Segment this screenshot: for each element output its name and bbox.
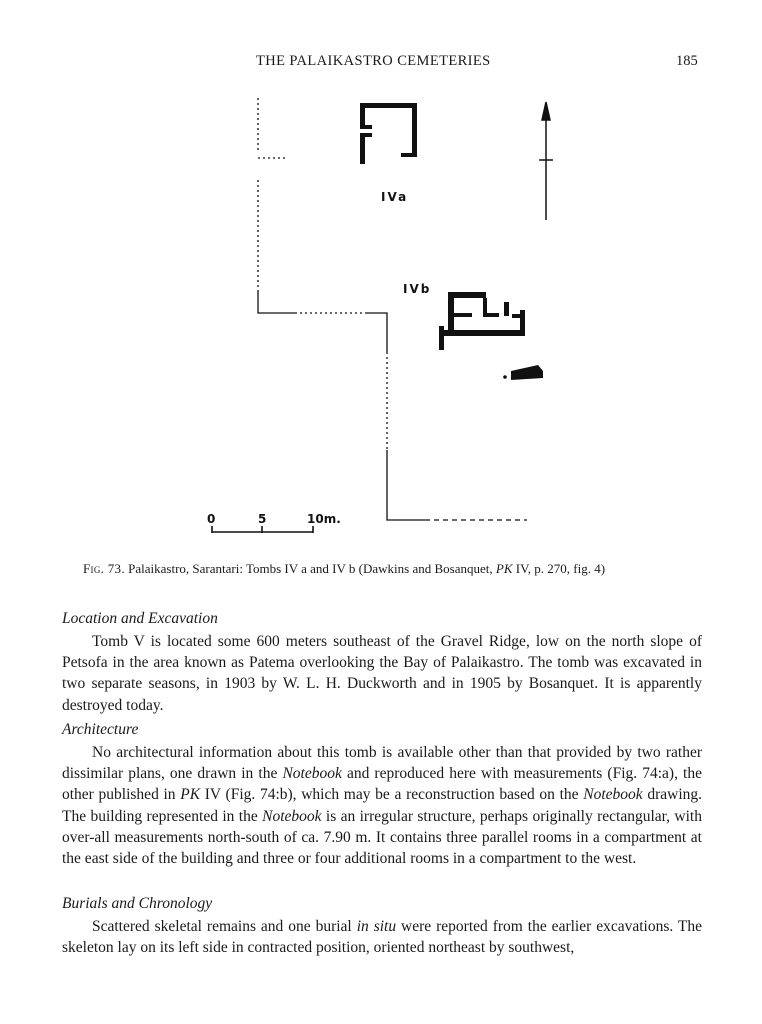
- burials-text-2: were reported from the earlier excavations. The skeleton lay on its left side in contracted position, oriented northeast by southwest,: [62, 918, 703, 957]
- north-arrow: [539, 102, 553, 220]
- burials-text-1: Scattered skeletal remains and one burial: [92, 918, 357, 935]
- boundary-right-lower: [387, 450, 425, 520]
- tomb-ivb-label: IVb: [403, 282, 432, 296]
- heading-location: Location and Excavation: [62, 610, 218, 627]
- site-plan-figure: [195, 90, 575, 550]
- section-location: [62, 631, 702, 716]
- scale-bar: [212, 526, 313, 533]
- arch-text-4: drawing. The building represented in the: [62, 786, 702, 825]
- paragraph-location: Tomb V is located some 600 meters southeast of the Gravel Ridge, low on the north slope of Petsofa in the area known as Patema overlooking the Bay of Palaikastro. The tomb was excavated in two separate seasons, in 1903 by W. L. H. Duckworth and in 1905 by Bosanquet. It is apparently destroyed today.: [62, 633, 702, 714]
- tomb-ivb-plan: [439, 292, 543, 380]
- tomb-iva-plan: [360, 103, 417, 164]
- paragraph-architecture: [62, 742, 702, 869]
- scale-label-ten: 10m.: [307, 512, 341, 526]
- section-architecture: [62, 742, 702, 869]
- burials-in-situ: in situ: [356, 918, 397, 935]
- caption-text-a: Palaikastro, Sarantari: Tombs IV a and IV b (Dawkins and Bosanquet,: [124, 561, 496, 576]
- paragraph-burials: [62, 916, 702, 958]
- figure-caption: [83, 561, 703, 577]
- page-number: 185: [676, 53, 698, 69]
- heading-architecture: Architecture: [62, 721, 139, 738]
- running-head: THE PALAIKASTRO CEMETERIES: [256, 53, 491, 69]
- arch-text-2: and reproduced here with measurements (Fig. 74:a), the other published in: [62, 765, 702, 804]
- section-burials: [62, 916, 702, 958]
- arch-notebook-3: Notebook: [262, 807, 322, 825]
- caption-text-b: IV, p. 270, fig. 4): [512, 561, 606, 576]
- heading-burials: Burials and Chronology: [62, 895, 213, 912]
- caption-pk: PK: [495, 561, 513, 576]
- arch-notebook-1: Notebook: [282, 765, 342, 783]
- scale-label-five: 5: [258, 512, 267, 526]
- arch-text-1: No architectural information about this tomb is available other than that provided by two rather dissimilar plans, one drawn in the: [62, 744, 702, 783]
- arch-text-5: is an irregular structure, perhaps originally rectangular, with over-all measurements north-south of ca. 7.90 m. It contains three parallel rooms in a compartment at the east side of the building and three or four additional rooms in a compartment to the west.: [62, 807, 702, 868]
- arch-pk: PK: [180, 786, 201, 804]
- arch-text-3: IV (Fig. 74:b), which may be a reconstruction based on the: [200, 786, 584, 804]
- boundary-corner: [365, 313, 387, 352]
- tomb-iva-label: IVa: [381, 190, 409, 204]
- figure-number: Fig. 73.: [83, 561, 125, 576]
- site-plan-drawing: [195, 90, 575, 550]
- boundary-left-lower: [258, 290, 295, 313]
- scale-label-zero: 0: [207, 512, 216, 526]
- small-structure: [511, 365, 543, 380]
- arch-notebook-2: Notebook: [583, 786, 643, 804]
